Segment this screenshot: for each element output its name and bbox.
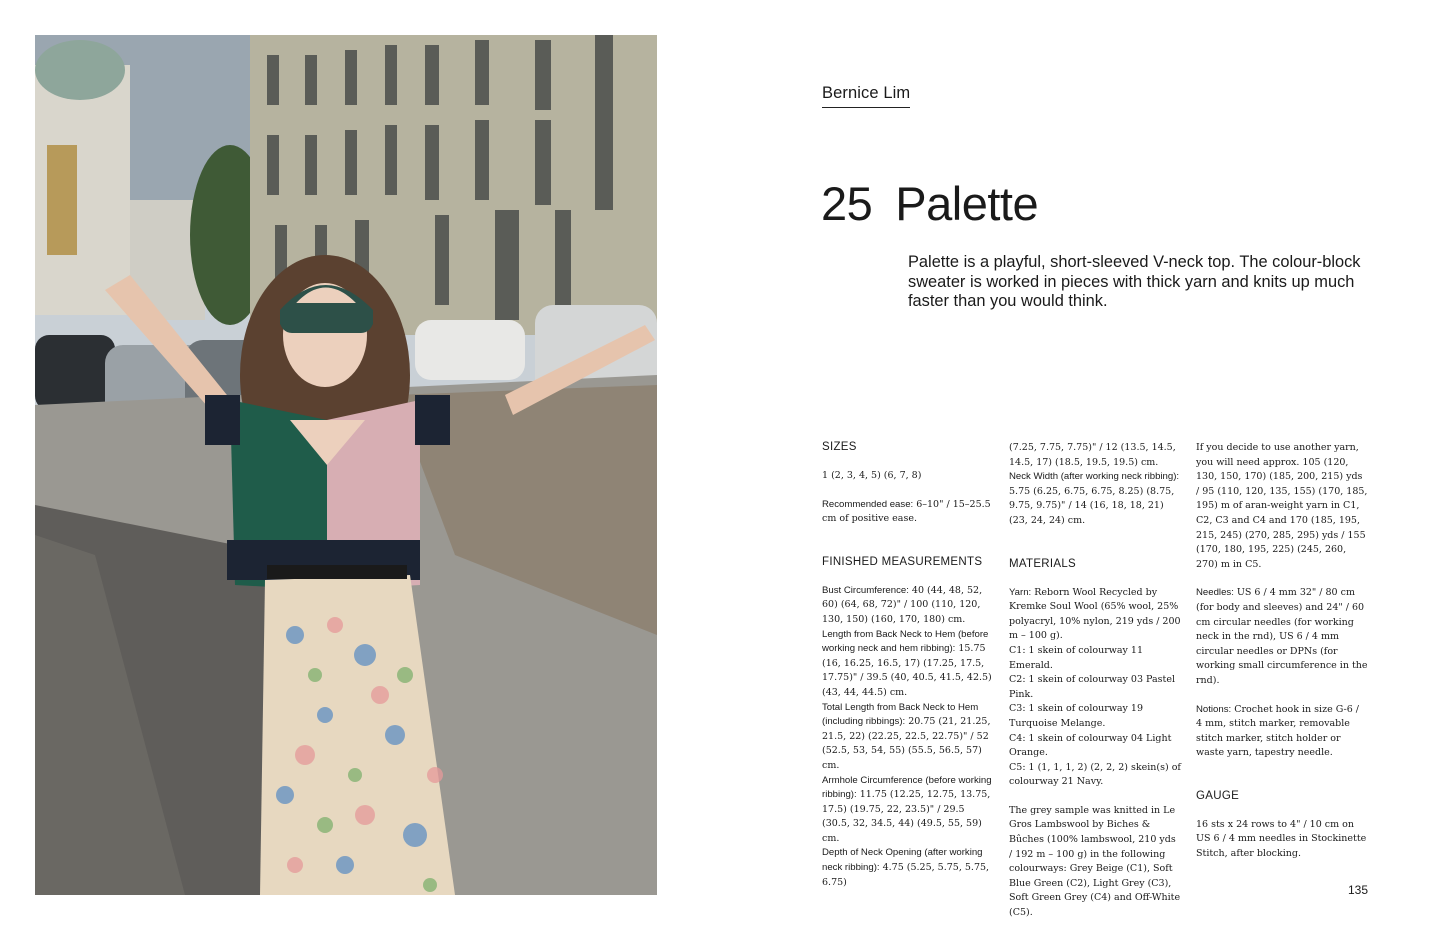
measurement-continued: (7.25, 7.75, 7.75)" / 12 (13.5, 14.5, 14.5, 17) (18.5, 19.5, 19.5) cm. xyxy=(1009,442,1176,468)
colour-item: C1: 1 skein of colourway 11 Emerald. xyxy=(1009,644,1144,671)
materials-heading: MATERIALS xyxy=(1009,557,1077,570)
sizes-values: 1 (2, 3, 4, 5) (6, 7, 8) xyxy=(822,470,922,481)
gauge-heading: GAUGE xyxy=(1196,789,1240,802)
needles xyxy=(1196,586,1368,688)
pattern-title xyxy=(821,176,1038,231)
sizes-heading: SIZES xyxy=(822,441,857,453)
measurement-text: 20.75 (21, 21.25, 21.5, 22) (22.25, 22.5, 22.75)" / 52 (52.5, 53, 54, 55) (55.5, 56.5, 57) cm. xyxy=(822,716,991,771)
alt-yarn-note: If you decide to use another yarn, you will need approx. 105 (120, 130, 150, 170) (185, 200, 215) yds / 95 (110, 120, 135, 155) (170, 185, 195) m of aran-weight yarn in C1, C2, C3 and C4 and 170 (185, 195, 215, 245) (270, 285, 295) yds / 155 (170, 180, 195, 225) (245, 260, 270) m in C5. xyxy=(1196,442,1368,570)
recommended-ease xyxy=(822,498,994,527)
measurement-text: 15.75 (16, 16.25, 16.5, 17) (17.25, 17.5, 17.75)" / 39.5 (40, 40.5, 41.5, 42.5) (43, 44, 44.5) cm. xyxy=(822,643,992,698)
measurement-item xyxy=(822,584,994,628)
notions-text: Crochet hook in size G-6 / 4 mm, stitch marker, removable stitch marker, stitch holder or waste yarn, tapestry needle. xyxy=(1196,703,1359,759)
colour-item: C2: 1 skein of colourway 03 Pastel Pink. xyxy=(1009,674,1176,700)
yarn-label: Yarn: xyxy=(1009,586,1032,598)
colour-item: C5: 1 (1, 1, 1, 2) (2, 2, 2) skein(s) of colourway 21 Navy. xyxy=(1009,761,1181,788)
neck-width xyxy=(1009,470,1181,528)
pattern-intro: Palette is a playful, short-sleeved V-neck top. The colour-block sweater is worked in pieces with thick yarn and knits up much faster than you would think. xyxy=(908,253,1361,311)
neck-width-label: Neck Width (after working neck ribbing): xyxy=(1009,471,1180,483)
yarn xyxy=(1009,586,1181,644)
measurement-text: 11.75 (12.25, 12.75, 13.75, 17.5) (19.75, 22, 23.5)" / 29.5 (30.5, 32, 34.5, 44) (49.5, 55, 59) cm. xyxy=(822,789,991,844)
pattern-number: 25 xyxy=(821,177,873,230)
pattern-name: Palette xyxy=(895,177,1039,230)
column-1 xyxy=(822,440,994,890)
measurement-item xyxy=(822,774,994,847)
neck-width-text: 5.75 (6.25, 6.75, 6.75, 8.25) (8.75, 9.75, 9.75)" / 14 (16, 18, 18, 21) (23, 24, 24) cm. xyxy=(1009,485,1175,526)
measurement-label: Bust Circumference: xyxy=(822,584,909,596)
measurement-item xyxy=(822,846,994,890)
ease-label: Recommended ease: xyxy=(822,498,914,510)
model-photo xyxy=(35,35,657,895)
yarn-text: Reborn Wool Recycled by Kremke Soul Wool (65% wool, 25% polyacryl, 10% nylon, 219 yds / 200 m – 100 g). xyxy=(1009,586,1181,642)
measurements-heading: FINISHED MEASUREMENTS xyxy=(822,555,983,568)
page-number: 135 xyxy=(1348,883,1369,897)
measurement-label: Total Length from Back Neck to Hem (including ribbings): xyxy=(822,701,979,728)
measurement-item xyxy=(822,701,994,774)
measurement-text: 40 (44, 48, 52, 60) (64, 68, 72)" / 100 (110, 120, 130, 150) (160, 170, 180) cm. xyxy=(822,584,983,625)
gauge-text: 16 sts x 24 rows to 4" / 10 cm on US 6 / 4 mm needles in Stockinette Stitch, after blocking. xyxy=(1196,818,1367,860)
measurement-label: Length from Back Neck to Hem (before working neck and hem ribbing): xyxy=(822,628,989,655)
needles-text: US 6 / 4 mm 32" / 80 cm (for body and sleeves) and 24" / 60 cm circular needles (for working neck in the rnd), US 6 / 4 mm circular needles or DPNs (for working small circumference in the rnd). xyxy=(1196,587,1368,686)
measurement-label: Depth of Neck Opening (after working neck ribbing): xyxy=(822,847,983,874)
column-3 xyxy=(1196,441,1368,862)
needles-label: Needles: xyxy=(1196,587,1234,599)
colour-item: C4: 1 skein of colourway 04 Light Orange. xyxy=(1009,732,1172,759)
notions-label: Notions: xyxy=(1196,703,1232,715)
measurement-label: Armhole Circumference (before working ribbing): xyxy=(822,774,992,801)
column-2 xyxy=(1009,441,1181,921)
grey-sample-note: The grey sample was knitted in Le Gros Lambswool by Biches & Bûches (100% lambswool, 210 yds / 192 m – 100 g) in the following colourways: Grey Beige (C1), Soft Blue Green (C2), Light Grey (C3), Soft Green Grey (C4) and Off-White (C5). xyxy=(1009,804,1181,919)
measurement-text: 4.75 (5.25, 5.75, 5.75, 6.75) xyxy=(822,862,990,888)
designer-name: Bernice Lim xyxy=(822,84,910,108)
colour-item: C3: 1 skein of colourway 19 Turquoise Melange. xyxy=(1009,703,1144,729)
ease-text: 6–10" / 15–25.5 cm of positive ease. xyxy=(822,498,991,525)
measurement-item xyxy=(822,628,994,701)
notions xyxy=(1196,703,1368,761)
